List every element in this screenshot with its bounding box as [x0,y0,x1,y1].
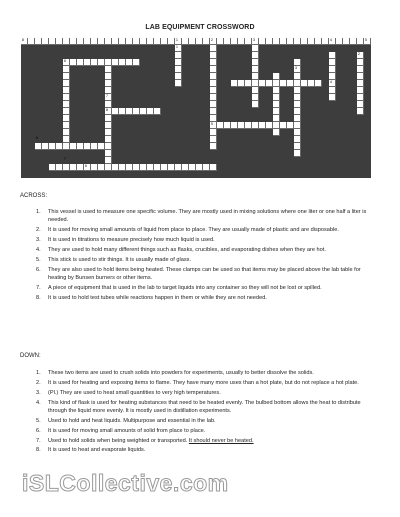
grid-cell [294,143,301,150]
grid-cell [105,115,112,122]
grid-cell [210,73,217,80]
grid-cell [105,122,112,129]
clue-text: It is used to hold test tubes while reactions happen in them or while they are not needed. [48,294,267,301]
grid-cell [175,73,182,80]
across-clues [20,208,380,304]
grid-cell [357,66,364,73]
grid-cell [196,38,203,45]
clue-number: 8. [36,294,41,301]
clue-text: It is used in titrations to measure precisely how much liquid is used. [48,236,215,243]
grid-cell [294,80,301,87]
across-clue [20,246,380,254]
grid-cell [259,38,266,45]
grid-cell [56,143,63,150]
grid-cell [112,59,119,66]
grid-cell [63,115,70,122]
grid-cell [63,87,70,94]
grid-cell [210,136,217,143]
grid-cell [210,101,217,108]
across-clue [20,226,380,234]
grid-cell [42,143,49,150]
grid-cell [91,59,98,66]
grid-cell [301,80,308,87]
clue-text: This vessel is used to measure one specific volume. They are mostly used in mixing solutions where one liter or one half a liter is needed. [48,209,367,224]
grid-cell [189,164,196,171]
grid-cell [252,87,259,94]
grid-cell [98,164,105,171]
grid-cell [98,38,105,45]
grid-cell [252,122,259,129]
clue-text: This kind of flask is used for heating substances that need to be heated evenly. The bulbed bottom allows the heat to distribute through the liquid more evenly. It is mostly used in distillation experiments. [48,399,361,414]
grid-cell [210,80,217,87]
grid-cell [231,38,238,45]
grid-cell [105,157,112,164]
clue-number: 4 [330,80,332,84]
grid-cell [35,143,42,150]
grid-cell [133,108,140,115]
across-clue [20,266,380,282]
grid-cell [154,38,161,45]
clue-number: 3 [295,66,297,70]
grid-cell [175,66,182,73]
clue-number: 7. [36,437,41,444]
grid-cell [175,59,182,66]
grid-cell [63,38,70,45]
grid-cell [252,101,259,108]
grid-cell [287,80,294,87]
grid-cell [42,38,49,45]
grid-cell [238,38,245,45]
grid-cell [273,108,280,115]
grid-cell [287,38,294,45]
grid-cell [119,38,126,45]
clue-number: 3. [36,236,41,243]
grid-cell [63,66,70,73]
grid-cell [133,59,140,66]
grid-cell [98,59,105,66]
clue-text: They are used to hold many different things such as flasks, crucibles, and evaporating dishes when they are hot. [48,246,326,253]
grid-cell [182,164,189,171]
grid-cell [91,38,98,45]
grid-cell [77,38,84,45]
grid-cell [210,143,217,150]
grid-cell [329,59,336,66]
across-clue [20,236,380,244]
grid-cell [357,94,364,101]
clue-number: 1 [176,45,178,49]
grid-cell [259,80,266,87]
grid-cell [294,38,301,45]
down-clue [20,437,380,445]
clue-number: 5. [36,417,41,424]
grid-cell [70,164,77,171]
clue-number: 1 [176,38,178,42]
crossword-grid [21,38,371,178]
grid-cell [210,59,217,66]
grid-cell [252,80,259,87]
grid-cell [70,38,77,45]
grid-cell [133,164,140,171]
clue-number: 5. [36,256,41,263]
grid-cell [273,80,280,87]
grid-cell [112,38,119,45]
clue-number: 7. [36,284,41,291]
grid-cell [210,87,217,94]
grid-cell [84,38,91,45]
grid-cell [140,38,147,45]
grid-cell [294,122,301,129]
clue-number: 1. [36,209,41,215]
grid-cell [273,87,280,94]
clue-number: 8. [36,447,41,454]
grid-cell [189,38,196,45]
down-clue [20,389,380,397]
grid-cell [301,38,308,45]
clue-text: It is used for heating and exposing items to flame. They have many more uses than a hot plate, but do not replace a hot plate. [48,379,359,386]
grid-cell [133,38,140,45]
grid-cell [77,164,84,171]
grid-cell [329,66,336,73]
grid-cell [322,38,329,45]
grid-cell [98,143,105,150]
grid-cell [210,115,217,122]
grid-cell [140,108,147,115]
down-heading: DOWN: [20,353,41,359]
clue-number: 2 [211,38,213,42]
grid-cell [210,164,217,171]
grid-cell [182,38,189,45]
grid-cell [70,59,77,66]
grid-cell [315,80,322,87]
grid-cell [119,59,126,66]
grid-cell [112,164,119,171]
clue-number: 4. [36,246,41,253]
grid-cell [210,129,217,136]
clue-warning: It should never be heated. [188,437,254,444]
grid-cell [175,80,182,87]
grid-cell [168,38,175,45]
grid-cell [105,66,112,73]
across-clue [20,256,380,264]
grid-cell [126,38,133,45]
grid-cell [266,38,273,45]
grid-cell [308,38,315,45]
grid-cell [119,108,126,115]
grid-cell [210,94,217,101]
grid-cell [161,38,168,45]
grid-cell [252,59,259,66]
grid-cell [252,94,259,101]
grid-cell [63,101,70,108]
grid-cell [210,52,217,59]
grid-cell [63,73,70,80]
grid-cell [245,38,252,45]
clue-number: 8 [22,38,24,42]
grid-cell [105,38,112,45]
across-clue [20,294,380,302]
grid-cell [105,136,112,143]
clue-text: Used to hold and heat liquids. Multipurpose and essential in the lab. [48,417,216,424]
grid-cell [238,122,245,129]
grid-cell [245,80,252,87]
grid-cell [329,94,336,101]
grid-cell [343,38,350,45]
down-clue [20,369,380,377]
clue-number: 7 [64,157,66,161]
grid-cell [91,164,98,171]
grid-cell [252,73,259,80]
grid-cell [238,80,245,87]
grid-cell [329,73,336,80]
grid-cell [231,80,238,87]
down-clue [20,379,380,387]
grid-cell [224,38,231,45]
grid-cell [112,108,119,115]
grid-cell [140,164,147,171]
grid-cell [217,122,224,129]
clue-number: 6 [85,164,87,168]
clue-text: It is used to heat and evaporate liquids. [48,447,146,454]
grid-cell [175,52,182,59]
clue-number: 4 [330,38,332,42]
grid-cell [147,38,154,45]
grid-cell [266,80,273,87]
clue-number: 6. [36,266,41,273]
grid-cell [315,38,322,45]
grid-cell [203,164,210,171]
clue-text: A piece of equipment that is used in the lab to target liquids into any container so they will not be lost or spilled. [48,284,322,291]
grid-cell [126,59,133,66]
grid-cell [336,38,343,45]
grid-cell [63,94,70,101]
grid-cell [105,164,112,171]
grid-cell [273,115,280,122]
clue-text: They are also used to hold items being heated. These clamps can be used so that items may be placed above the lab table for heating by Bunsen burners or other items. [48,266,361,281]
clue-number: 2 [358,52,360,56]
clue-text: (Pl.) They are used to heat small quantities to very high temperatures. [48,389,221,396]
clue-number: 2. [36,227,41,234]
grid-cell [105,87,112,94]
clue-number: 4. [36,399,41,406]
grid-cell [217,38,224,45]
grid-cell [245,122,252,129]
grid-cell [203,38,210,45]
clue-number: 6. [36,427,41,434]
grid-cell [252,45,259,52]
grid-cell [56,164,63,171]
grid-cell [77,59,84,66]
grid-cell [35,38,42,45]
grid-cell [329,52,336,59]
grid-cell [357,38,364,45]
grid-cell [294,115,301,122]
grid-cell [154,164,161,171]
grid-cell [63,122,70,129]
grid-cell [308,80,315,87]
grid-cell [231,122,238,129]
grid-cell [63,136,70,143]
grid-cell [210,66,217,73]
grid-cell [161,164,168,171]
across-heading: ACROSS: [20,193,48,199]
grid-cell [280,38,287,45]
grid-cell [84,59,91,66]
grid-cell [280,80,287,87]
grid-cell [154,108,161,115]
grid-cell [105,80,112,87]
grid-cell [28,38,35,45]
grid-cell [126,108,133,115]
clue-number: 3. [36,389,41,396]
grid-cell [357,101,364,108]
grid-cell [357,59,364,66]
grid-cell [105,59,112,66]
grid-cell [273,73,280,80]
grid-cell [196,164,203,171]
grid-cell [329,87,336,94]
down-clue [20,417,380,425]
clue-text: These two items are used to crush solids into powders for experiments, usually to better dissolve the solids. [48,370,314,376]
grid-cell [210,45,217,52]
across-clue [20,284,380,292]
clue-number: 5 [211,122,213,126]
grid-cell [49,38,56,45]
watermark-logo: iSLCollective.com [22,470,229,496]
grid-cell [287,122,294,129]
clue-number: 7 [106,94,108,98]
grid-cell [294,87,301,94]
clue-text: Used to hold solids when being weighted or transported. [48,437,189,444]
clue-text: It is used for moving small amounts of liquid from place to place. They are usually made of plastic and are disposable. [48,227,339,234]
grid-cell [224,122,231,129]
grid-cell [273,101,280,108]
grid-cell [63,143,70,150]
grid-cell [294,108,301,115]
grid-cell [273,38,280,45]
clue-number: 1. [36,370,41,376]
clue-number: 2. [36,379,41,386]
grid-cell [252,52,259,59]
grid-cell [294,94,301,101]
grid-cell [147,164,154,171]
grid-cell [294,150,301,157]
grid-cell [357,108,364,115]
grid-cell [210,108,217,115]
grid-cell [266,122,273,129]
grid-cell [119,164,126,171]
grid-cell [357,80,364,87]
grid-cell [126,164,133,171]
grid-cell [105,150,112,157]
page-title: LAB EQUIPMENT CROSSWORD [145,24,255,31]
grid-cell [273,122,280,129]
grid-cell [175,164,182,171]
grid-cell [273,129,280,136]
grid-cell [357,87,364,94]
grid-cell [49,164,56,171]
grid-cell [63,129,70,136]
grid-cell [294,73,301,80]
grid-cell [84,143,91,150]
down-clue [20,399,380,415]
grid-cell [63,80,70,87]
grid-cell [294,136,301,143]
grid-cell [70,143,77,150]
down-clue [20,446,380,454]
grid-cell [357,73,364,80]
grid-cell [105,73,112,80]
grid-cell [105,101,112,108]
grid-cell [105,129,112,136]
grid-cell [56,38,63,45]
grid-cell [259,122,266,129]
clue-number: 5 [365,38,367,42]
grid-cell [273,94,280,101]
grid-cell [49,143,56,150]
grid-cell [350,38,357,45]
down-clue [20,427,380,435]
grid-cell [105,143,112,150]
down-clues [20,369,380,456]
clue-number: 3 [253,38,255,42]
clue-number: 6 [64,59,66,63]
clue-text: It is used for moving small amounts of solid from place to place. [48,427,206,434]
grid-cell [168,164,175,171]
clue-number: 6 [36,136,38,140]
grid-cell [147,108,154,115]
grid-cell [294,59,301,66]
grid-cell [77,143,84,150]
grid-cell [280,122,287,129]
clue-text: This stick is used to stir things. It is usually made of glass. [48,256,192,263]
across-clue [20,208,380,224]
grid-cell [63,108,70,115]
grid-cell [63,164,70,171]
grid-cell [294,101,301,108]
grid-cell [91,143,98,150]
grid-cell [252,66,259,73]
grid-cell [294,129,301,136]
clue-number: 8 [106,108,108,112]
